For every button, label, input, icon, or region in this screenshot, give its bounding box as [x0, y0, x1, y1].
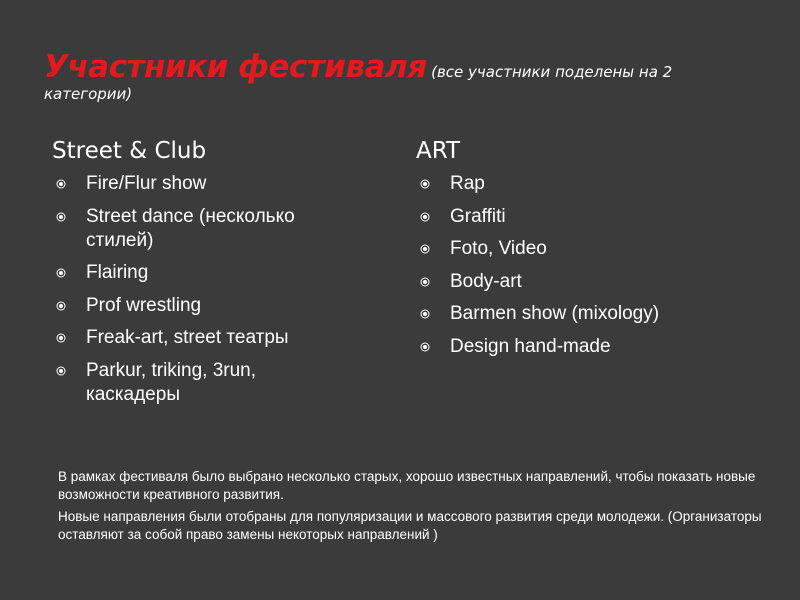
- list-item: [52, 359, 352, 407]
- list-item-label: Prof wrestling: [86, 294, 202, 316]
- footer-paragraph: В рамках фестиваля было выбрано несколько старых, хорошо известных направлений, чтобы показать новые возможности креативного развития.: [58, 469, 756, 502]
- list-item: [416, 205, 716, 229]
- circled-dot-icon: [420, 309, 430, 319]
- circled-dot-icon: [56, 366, 66, 376]
- circled-dot-icon: [420, 277, 430, 287]
- list-item: [52, 294, 352, 318]
- list-item-label: Freak-art, street театры: [86, 327, 289, 348]
- left-column-list: [52, 172, 352, 407]
- list-item: [416, 172, 716, 196]
- list-item: [416, 270, 716, 294]
- right-column-heading: ART: [416, 138, 461, 164]
- left-column-heading: Street & Club: [52, 138, 207, 164]
- right-column: [416, 138, 716, 367]
- list-item: [416, 302, 716, 326]
- circled-dot-icon: [420, 342, 430, 352]
- list-item: [52, 326, 352, 350]
- list-item-label: Graffiti: [450, 205, 506, 227]
- left-column: [52, 138, 352, 415]
- slide-subtitle: (все участники поделены на 2 категории): [44, 63, 673, 103]
- list-item: [52, 261, 352, 285]
- right-column-list: [416, 172, 716, 359]
- footer-paragraph: Новые направления были отобраны для популяризации и массового развития среди молодежи. (Организаторы оставляют за собой право замены некоторых направлений ): [58, 509, 762, 542]
- list-item-label: Fire/Flur show: [86, 173, 207, 194]
- title-block: [44, 50, 764, 104]
- list-item-label: Street dance (несколько стилей): [86, 205, 295, 251]
- list-item-label: Foto, Video: [450, 238, 547, 259]
- list-item-label: Flairing: [86, 262, 149, 283]
- list-item-label: Body-art: [450, 270, 522, 292]
- footer-notes: [58, 468, 768, 548]
- list-item: [416, 335, 716, 359]
- circled-dot-icon: [56, 179, 66, 189]
- circled-dot-icon: [56, 301, 66, 311]
- circled-dot-icon: [56, 333, 66, 343]
- list-item-label: Parkur, triking, 3run, каскадеры: [86, 359, 257, 405]
- slide-title: Участники фестиваля: [44, 49, 427, 85]
- circled-dot-icon: [56, 212, 66, 222]
- list-item: [52, 205, 352, 253]
- circled-dot-icon: [56, 268, 66, 278]
- list-item-label: Rap: [450, 173, 485, 194]
- list-item: [416, 237, 716, 261]
- circled-dot-icon: [420, 212, 430, 222]
- circled-dot-icon: [420, 179, 430, 189]
- circled-dot-icon: [420, 244, 430, 254]
- list-item-label: Barmen show (mixology): [450, 303, 660, 324]
- list-item: [52, 172, 352, 196]
- list-item-label: Design hand-made: [450, 335, 611, 357]
